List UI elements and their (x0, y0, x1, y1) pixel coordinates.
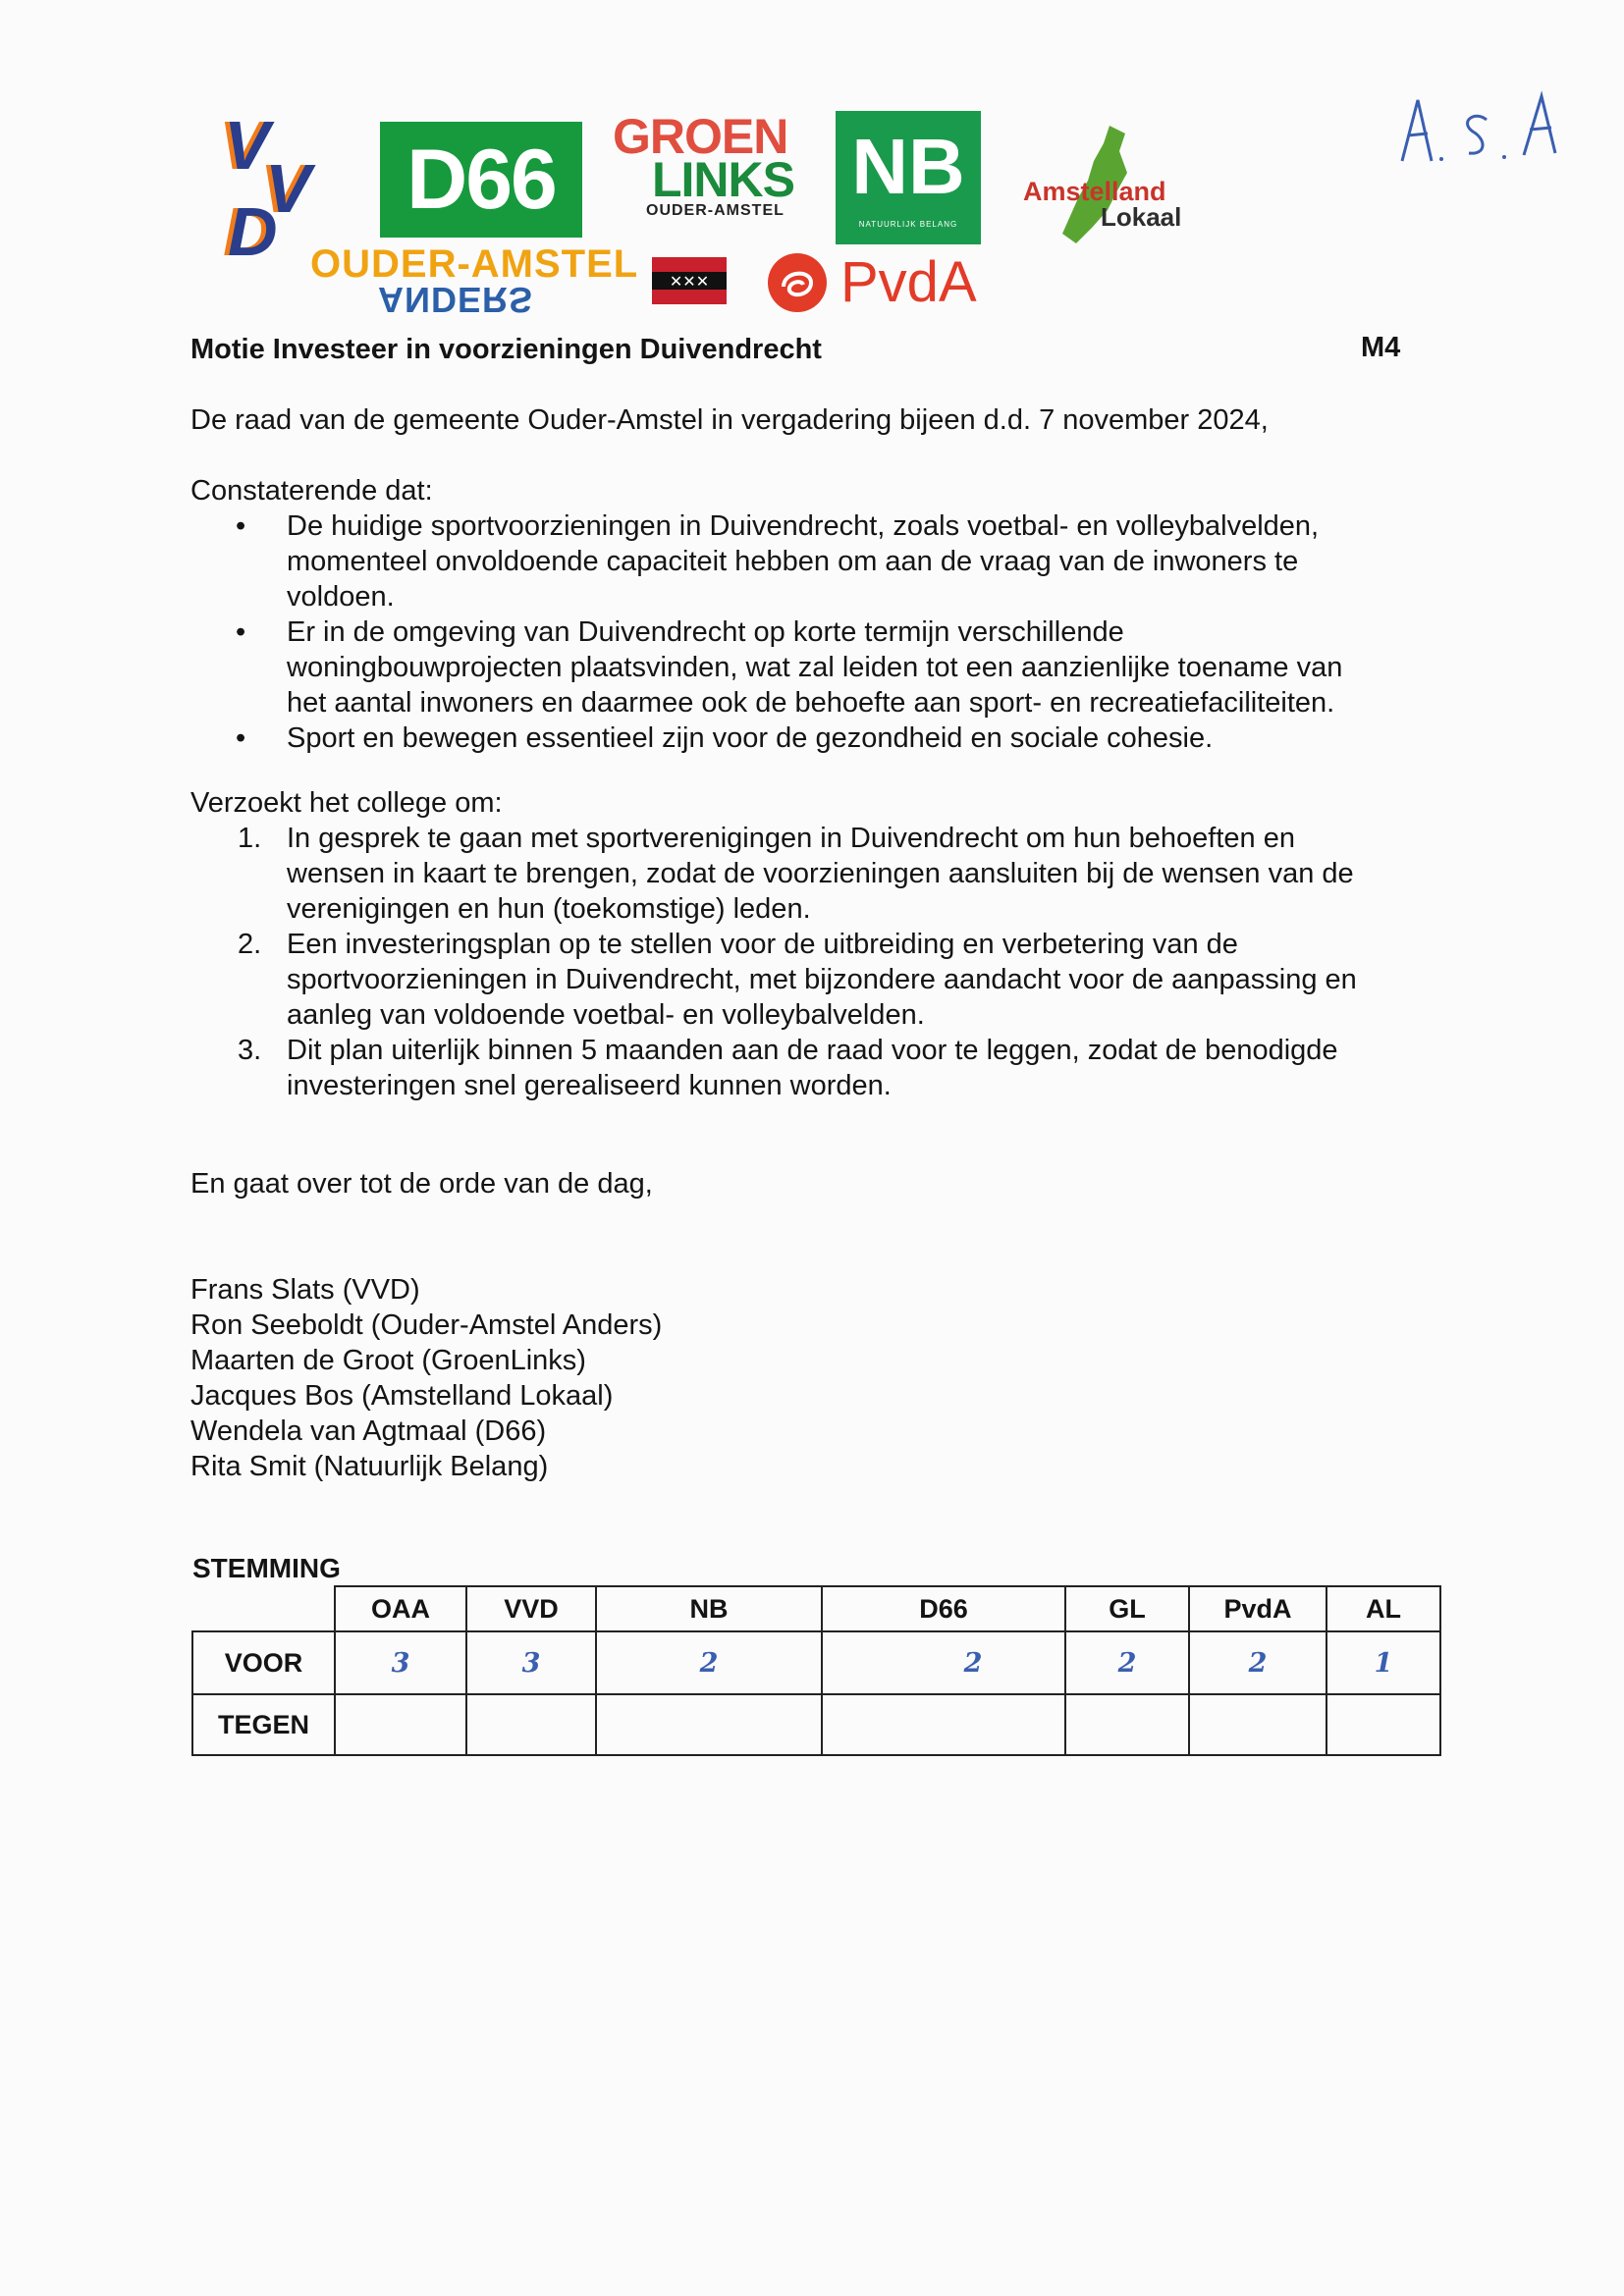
list-item (190, 614, 1342, 721)
table-corner (192, 1586, 335, 1631)
bullet-line: het aantal inwoners en daarmee ook de behoefte aan sport- en recreatiefaciliteiten. (287, 687, 1335, 719)
handwritten-initials-image (1394, 90, 1591, 169)
party-header: AL (1326, 1586, 1440, 1631)
vote-cell: 2 (822, 1631, 1065, 1694)
list-item (190, 508, 1342, 614)
row-label: VOOR (192, 1631, 335, 1694)
party-header: D66 (822, 1586, 1065, 1631)
motion-title: Motie Investeer in voorzieningen Duivendrecht (190, 334, 822, 365)
signatory: Maarten de Groot (GroenLinks) (190, 1345, 586, 1376)
oaa-logo-line1: OUDER-AMSTEL (310, 242, 639, 286)
pvda-logo: PvdA (840, 250, 977, 314)
list-item (190, 821, 1357, 927)
signatory: Frans Slats (VVD) (190, 1274, 420, 1306)
oaa-logo-line2: ANDERS (378, 280, 534, 320)
d66-logo: D66 (380, 122, 582, 238)
signatory: Rita Smit (Natuurlijk Belang) (190, 1451, 549, 1482)
request-line: verenigingen en hun (toekomstige) leden. (287, 893, 811, 925)
nb-logo-small: NATUURLIJK BELANG (858, 220, 958, 229)
request-number: 2. (238, 929, 262, 960)
groenlinks-logo-line3: OUDER-AMSTEL (646, 202, 785, 219)
vote-cell (596, 1694, 822, 1755)
bullet-line: woningbouwprojecten plaatsvinden, wat zal leiden tot een aanzienlijke toename van (287, 652, 1343, 683)
signatory: Ron Seeboldt (Ouder-Amstel Anders) (190, 1309, 663, 1341)
party-header: PvdA (1189, 1586, 1326, 1631)
svg-text:✕✕✕: ✕✕✕ (669, 272, 710, 291)
bullet-line: De huidige sportvoorzieningen in Duivendrecht, zoals voetbal- en volleybalvelden, (287, 510, 1320, 542)
request-number: 3. (238, 1035, 262, 1066)
vote-cell (1326, 1694, 1440, 1755)
vote-cell: 2 (596, 1631, 822, 1694)
request-line: Dit plan uiterlijk binnen 5 maanden aan de raad voor te leggen, zodat de benodigde (287, 1035, 1338, 1066)
groenlinks-logo-line1: GROEN (613, 109, 788, 164)
bullet-line: voldoen. (287, 581, 395, 613)
table-row (192, 1631, 1440, 1694)
pvda-rose-icon (764, 251, 831, 314)
request-line: In gesprek te gaan met sportverenigingen in Duivendrecht om hun behoeften en (287, 823, 1295, 854)
request-line: wensen in kaart te brengen, zodat de voorzieningen aansluiten bij de wensen van de (287, 858, 1354, 889)
signatory-list (190, 1272, 662, 1484)
list-item (190, 927, 1357, 1033)
signatory: Wendela van Agtmaal (D66) (190, 1415, 547, 1447)
vote-cell: 1 (1326, 1631, 1440, 1694)
vote-cell (466, 1694, 596, 1755)
request-number: 1. (238, 823, 262, 854)
request-line: Een investeringsplan op te stellen voor de uitbreiding en verbetering van de (287, 929, 1238, 960)
nb-logo-big: NB (851, 123, 965, 210)
vote-cell: 2 (1065, 1631, 1189, 1694)
vote-cell (1189, 1694, 1326, 1755)
motion-code: M4 (1361, 332, 1401, 363)
nb-logo (836, 111, 981, 244)
handwritten-mark (1394, 90, 1591, 174)
bullet-line: Er in de omgeving van Duivendrecht op korte termijn verschillende (287, 616, 1124, 648)
intro-text: De raad van de gemeente Ouder-Amstel in vergadering bijeen d.d. 7 november 2024, (190, 404, 1269, 436)
party-header: OAA (335, 1586, 466, 1631)
bullet-marker: • (236, 722, 246, 754)
groenlinks-logo-line2: LINKS (652, 152, 794, 207)
vote-cell: 2 (1189, 1631, 1326, 1694)
bullet-line: Sport en bewegen essentieel zijn voor de gezondheid en sociale cohesie. (287, 722, 1214, 754)
request-line: aanleg van voldoende voetbal- en volleybalvelden. (287, 999, 925, 1031)
party-header: VVD (466, 1586, 596, 1631)
vote-cell (1065, 1694, 1189, 1755)
bullet-marker: • (236, 510, 246, 542)
voting-table (191, 1585, 1441, 1756)
vote-cell (335, 1694, 466, 1755)
amsterdam-flag-icon (652, 257, 727, 304)
bullet-marker: • (236, 616, 246, 648)
row-label: TEGEN (192, 1694, 335, 1755)
constaterende-label: Constaterende dat: (190, 475, 433, 507)
vvd-logo: V V D (224, 107, 311, 270)
bullet-list (190, 508, 1342, 756)
request-line: sportvoorzieningen in Duivendrecht, met bijzondere aandacht voor de aanpassing en (287, 964, 1357, 995)
party-header: NB (596, 1586, 822, 1631)
vote-cell (822, 1694, 1065, 1755)
list-item (190, 1033, 1357, 1103)
voting-heading: STEMMING (192, 1553, 341, 1583)
request-list (190, 821, 1357, 1103)
amstelland-logo-line1: Amstelland (1023, 177, 1166, 206)
amstelland-logo-line2: Lokaal (1101, 202, 1182, 232)
verzoekt-label: Verzoekt het college om: (190, 787, 503, 819)
request-line: investeringen snel gerealiseerd kunnen worden. (287, 1070, 892, 1101)
signatory: Jacques Bos (Amstelland Lokaal) (190, 1380, 614, 1412)
list-item (190, 721, 1342, 756)
vote-cell: 3 (335, 1631, 466, 1694)
table-row (192, 1694, 1440, 1755)
party-header: GL (1065, 1586, 1189, 1631)
closing-text: En gaat over tot de orde van de dag, (190, 1168, 653, 1200)
vote-cell: 3 (466, 1631, 596, 1694)
table-row (192, 1586, 1440, 1631)
bullet-line: momenteel onvoldoende capaciteit hebben om aan de vraag van de inwoners te (287, 546, 1299, 577)
